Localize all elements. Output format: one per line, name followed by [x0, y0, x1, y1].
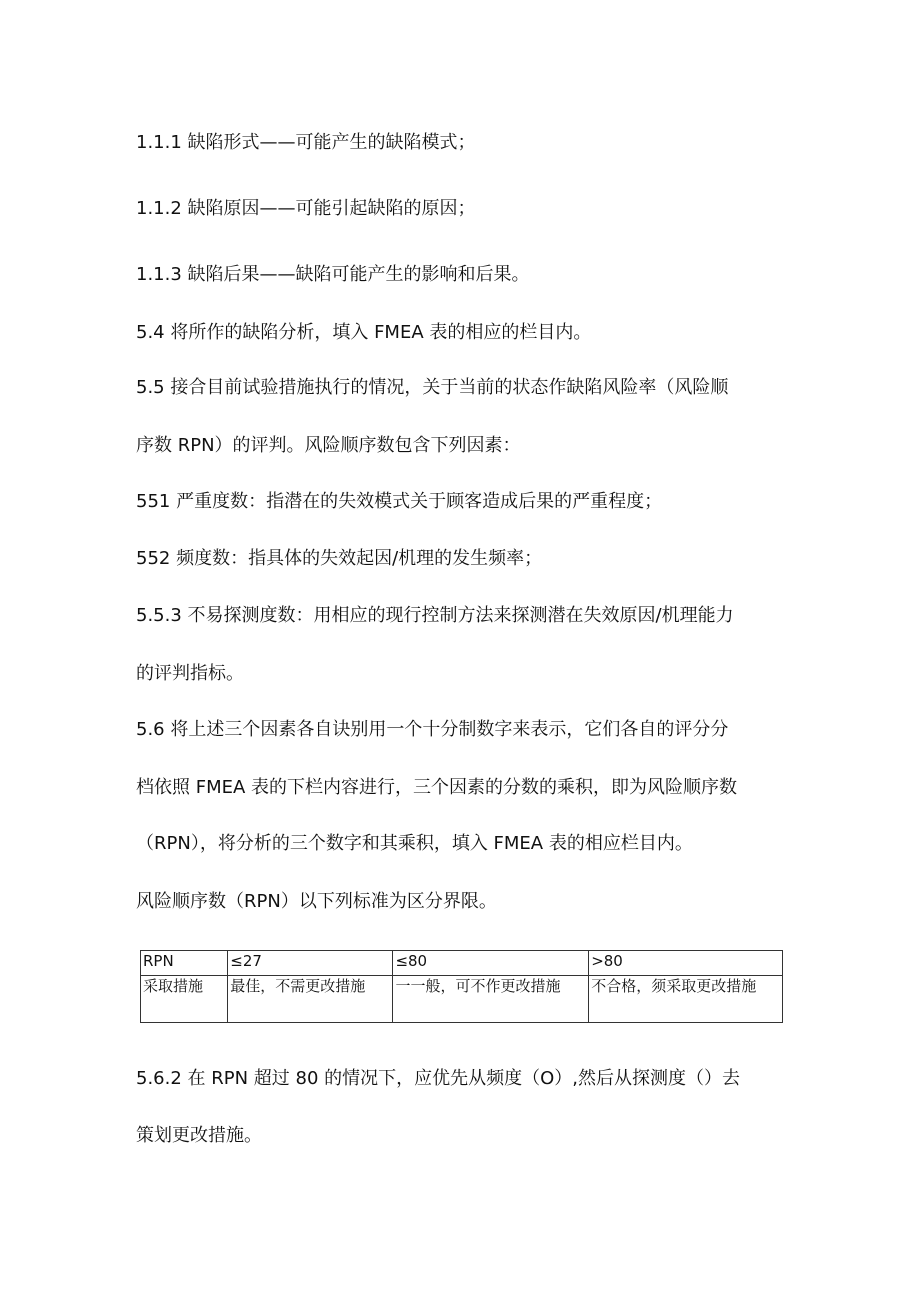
clause-5-6-line-2: 档依照 FMEA 表的下栏内容进行，三个因素的分数的乘积，即为风险顺序数 [136, 777, 738, 798]
clause-5-5-3-line-1: 5.5.3 不易探测度数：用相应的现行控制方法来探测潜在失效原因/机理能力 [136, 605, 734, 626]
clause-5-6-2-line-2: 策划更改措施。 [136, 1125, 262, 1146]
clause-5-4: 5.4 将所作的缺陷分析，填入 FMEA 表的相应的栏目内。 [136, 322, 592, 343]
clause-1-1-1: 1.1.1 缺陷形式——可能产生的缺陷模式； [136, 132, 476, 153]
table-cell: 不合格，须采取更改措施 [589, 976, 783, 1023]
table-row [141, 976, 783, 1023]
rpn-threshold-table [140, 950, 783, 1023]
table-cell: ≤80 [393, 951, 589, 976]
clause-1-1-2: 1.1.2 缺陷原因——可能引起缺陷的原因； [136, 198, 476, 219]
clause-5-6-2-line-1: 5.6.2 在 RPN 超过 80 的情况下，应优先从频度（O）,然后从探测度（）去 [136, 1068, 741, 1089]
table-cell: ≤27 [228, 951, 393, 976]
clause-5-6-line-1: 5.6 将上述三个因素各自诀别用一个十分制数字来表示，它们各自的评分分 [136, 719, 729, 740]
table-cell: 最佳，不需更改措施 [228, 976, 393, 1023]
table-cell: 一一般，可不作更改措施 [393, 976, 589, 1023]
table-cell: 采取措施 [141, 976, 228, 1023]
clause-5-5-3-line-2: 的评判指标。 [136, 663, 244, 684]
clause-1-1-3: 1.1.3 缺陷后果——缺陷可能产生的影响和后果。 [136, 264, 530, 285]
clause-5-5-line-2: 序数 RPN）的评判。风险顺序数包含下列因素： [136, 435, 521, 456]
table-cell: RPN [141, 951, 228, 976]
clause-5-5-2: 552 频度数：指具体的失效起因/机理的发生频率； [136, 548, 543, 569]
clause-5-6-line-3: （RPN），将分析的三个数字和其乘积，填入 FMEA 表的相应栏目内。 [136, 833, 693, 854]
table-header-row [141, 951, 783, 976]
rpn-criteria-intro: 风险顺序数（RPN）以下列标准为区分界限。 [136, 891, 497, 912]
clause-5-5-1: 551 严重度数：指潜在的失效模式关于顾客造成后果的严重程度； [136, 491, 663, 512]
table-cell: >80 [589, 951, 783, 976]
clause-5-5-line-1: 5.5 接合目前试验措施执行的情况，关于当前的状态作缺陷风险率（风险顺 [136, 377, 729, 398]
